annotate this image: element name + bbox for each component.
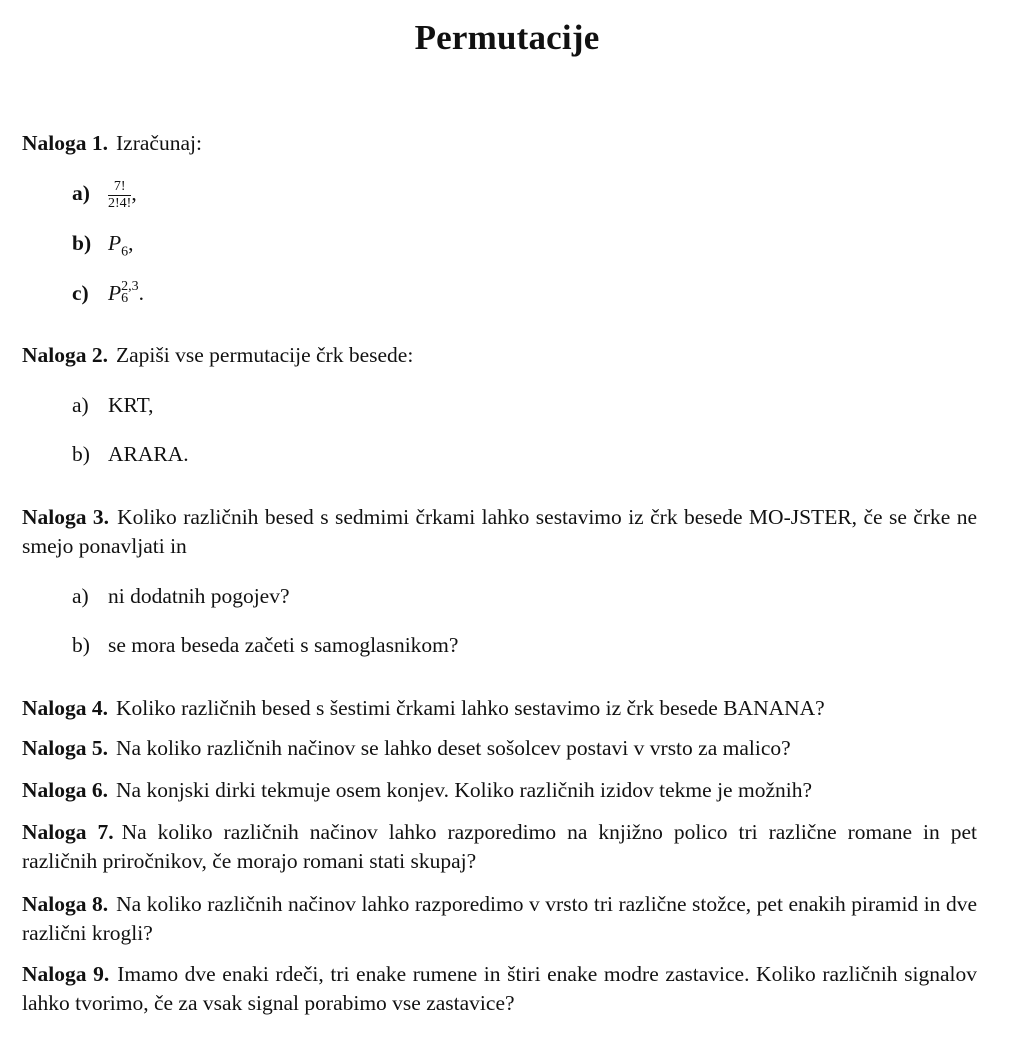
fraction [108, 180, 131, 211]
page-title: Permutacije [414, 18, 600, 57]
task-3 [22, 503, 977, 561]
math-symbol: P [108, 231, 122, 255]
task-3-item-b [72, 631, 458, 660]
item-label: a) [72, 393, 89, 417]
task-label: Naloga 2. [22, 343, 108, 367]
task-2 [22, 341, 977, 370]
math-superscript: 2,3 [121, 279, 139, 295]
task-1-item-b [72, 229, 134, 266]
task-2-item-a [72, 391, 154, 420]
task-label: Naloga 1. [22, 131, 108, 155]
task-1-item-a [72, 179, 137, 211]
item-suffix: . [138, 281, 145, 305]
task-text: Na koliko različnih načinov lahko razporedimo v vrsto tri različne stožce, pet enakih piramid in dve različni krogli? [22, 892, 977, 945]
task-6 [22, 776, 977, 805]
task-label: Naloga 9. [22, 962, 110, 986]
item-suffix: , [131, 181, 137, 205]
math-subscript: 6 [121, 291, 129, 307]
task-1-item-c [72, 279, 144, 308]
task-3-item-a [72, 582, 290, 611]
task-4 [22, 694, 977, 723]
item-text: KRT, [108, 393, 154, 417]
math-symbol: P [108, 281, 122, 305]
math-subscript: 6 [121, 244, 129, 260]
task-1 [22, 129, 977, 158]
task-label: Naloga 5. [22, 736, 108, 760]
task-text: Koliko različnih besed s šestimi črkami lahko sestavimo iz črk besede BANANA? [116, 696, 825, 720]
item-text: se mora beseda začeti s samoglasnikom? [108, 633, 459, 657]
task-label: Naloga 6. [22, 778, 108, 802]
task-text: Na konjski dirki tekmuje osem konjev. Koliko različnih izidov tekme je možnih? [116, 778, 812, 802]
task-label: Naloga 7. [22, 820, 114, 844]
fraction-numerator: 7! [108, 180, 131, 196]
item-label: a) [72, 181, 90, 205]
task-text: Imamo dve enaki rdeči, tri enake rumene in štiri enake modre zastavice. Koliko različnih signalov lahko tvorimo, če za vsak signal porabimo vse zastavice? [22, 962, 977, 1015]
item-label: b) [72, 442, 90, 466]
task-text: Koliko različnih besed s sedmimi črkami lahko sestavimo iz črk besede MO-JSTER, če se črke ne smejo ponavljati in [22, 505, 978, 558]
task-9 [22, 960, 977, 1018]
task-text: Zapiši vse permutacije črk besede: [116, 343, 414, 367]
item-text: ni dodatnih pogojev? [108, 584, 290, 608]
math-subsup [121, 281, 139, 305]
task-8 [22, 890, 977, 948]
task-label: Naloga 3. [22, 505, 110, 529]
task-label: Naloga 8. [22, 892, 109, 916]
task-2-item-b [72, 440, 189, 469]
task-5 [22, 734, 977, 763]
item-suffix: , [128, 231, 134, 255]
task-text: Na koliko različnih načinov se lahko deset sošolcev postavi v vrsto za malico? [116, 736, 791, 760]
item-label: c) [72, 281, 89, 305]
item-label: b) [72, 633, 90, 657]
task-label: Naloga 4. [22, 696, 108, 720]
task-text: Izračunaj: [116, 131, 202, 155]
item-label: b) [72, 231, 92, 255]
task-text: Na koliko različnih načinov lahko razporedimo na knjižno polico tri različne romane in pet različnih priročnikov, če morajo romani stati skupaj? [22, 820, 977, 873]
fraction-denominator: 2!4! [108, 195, 132, 211]
item-label: a) [72, 584, 89, 608]
task-7 [22, 818, 977, 876]
item-text: ARARA. [108, 442, 189, 466]
